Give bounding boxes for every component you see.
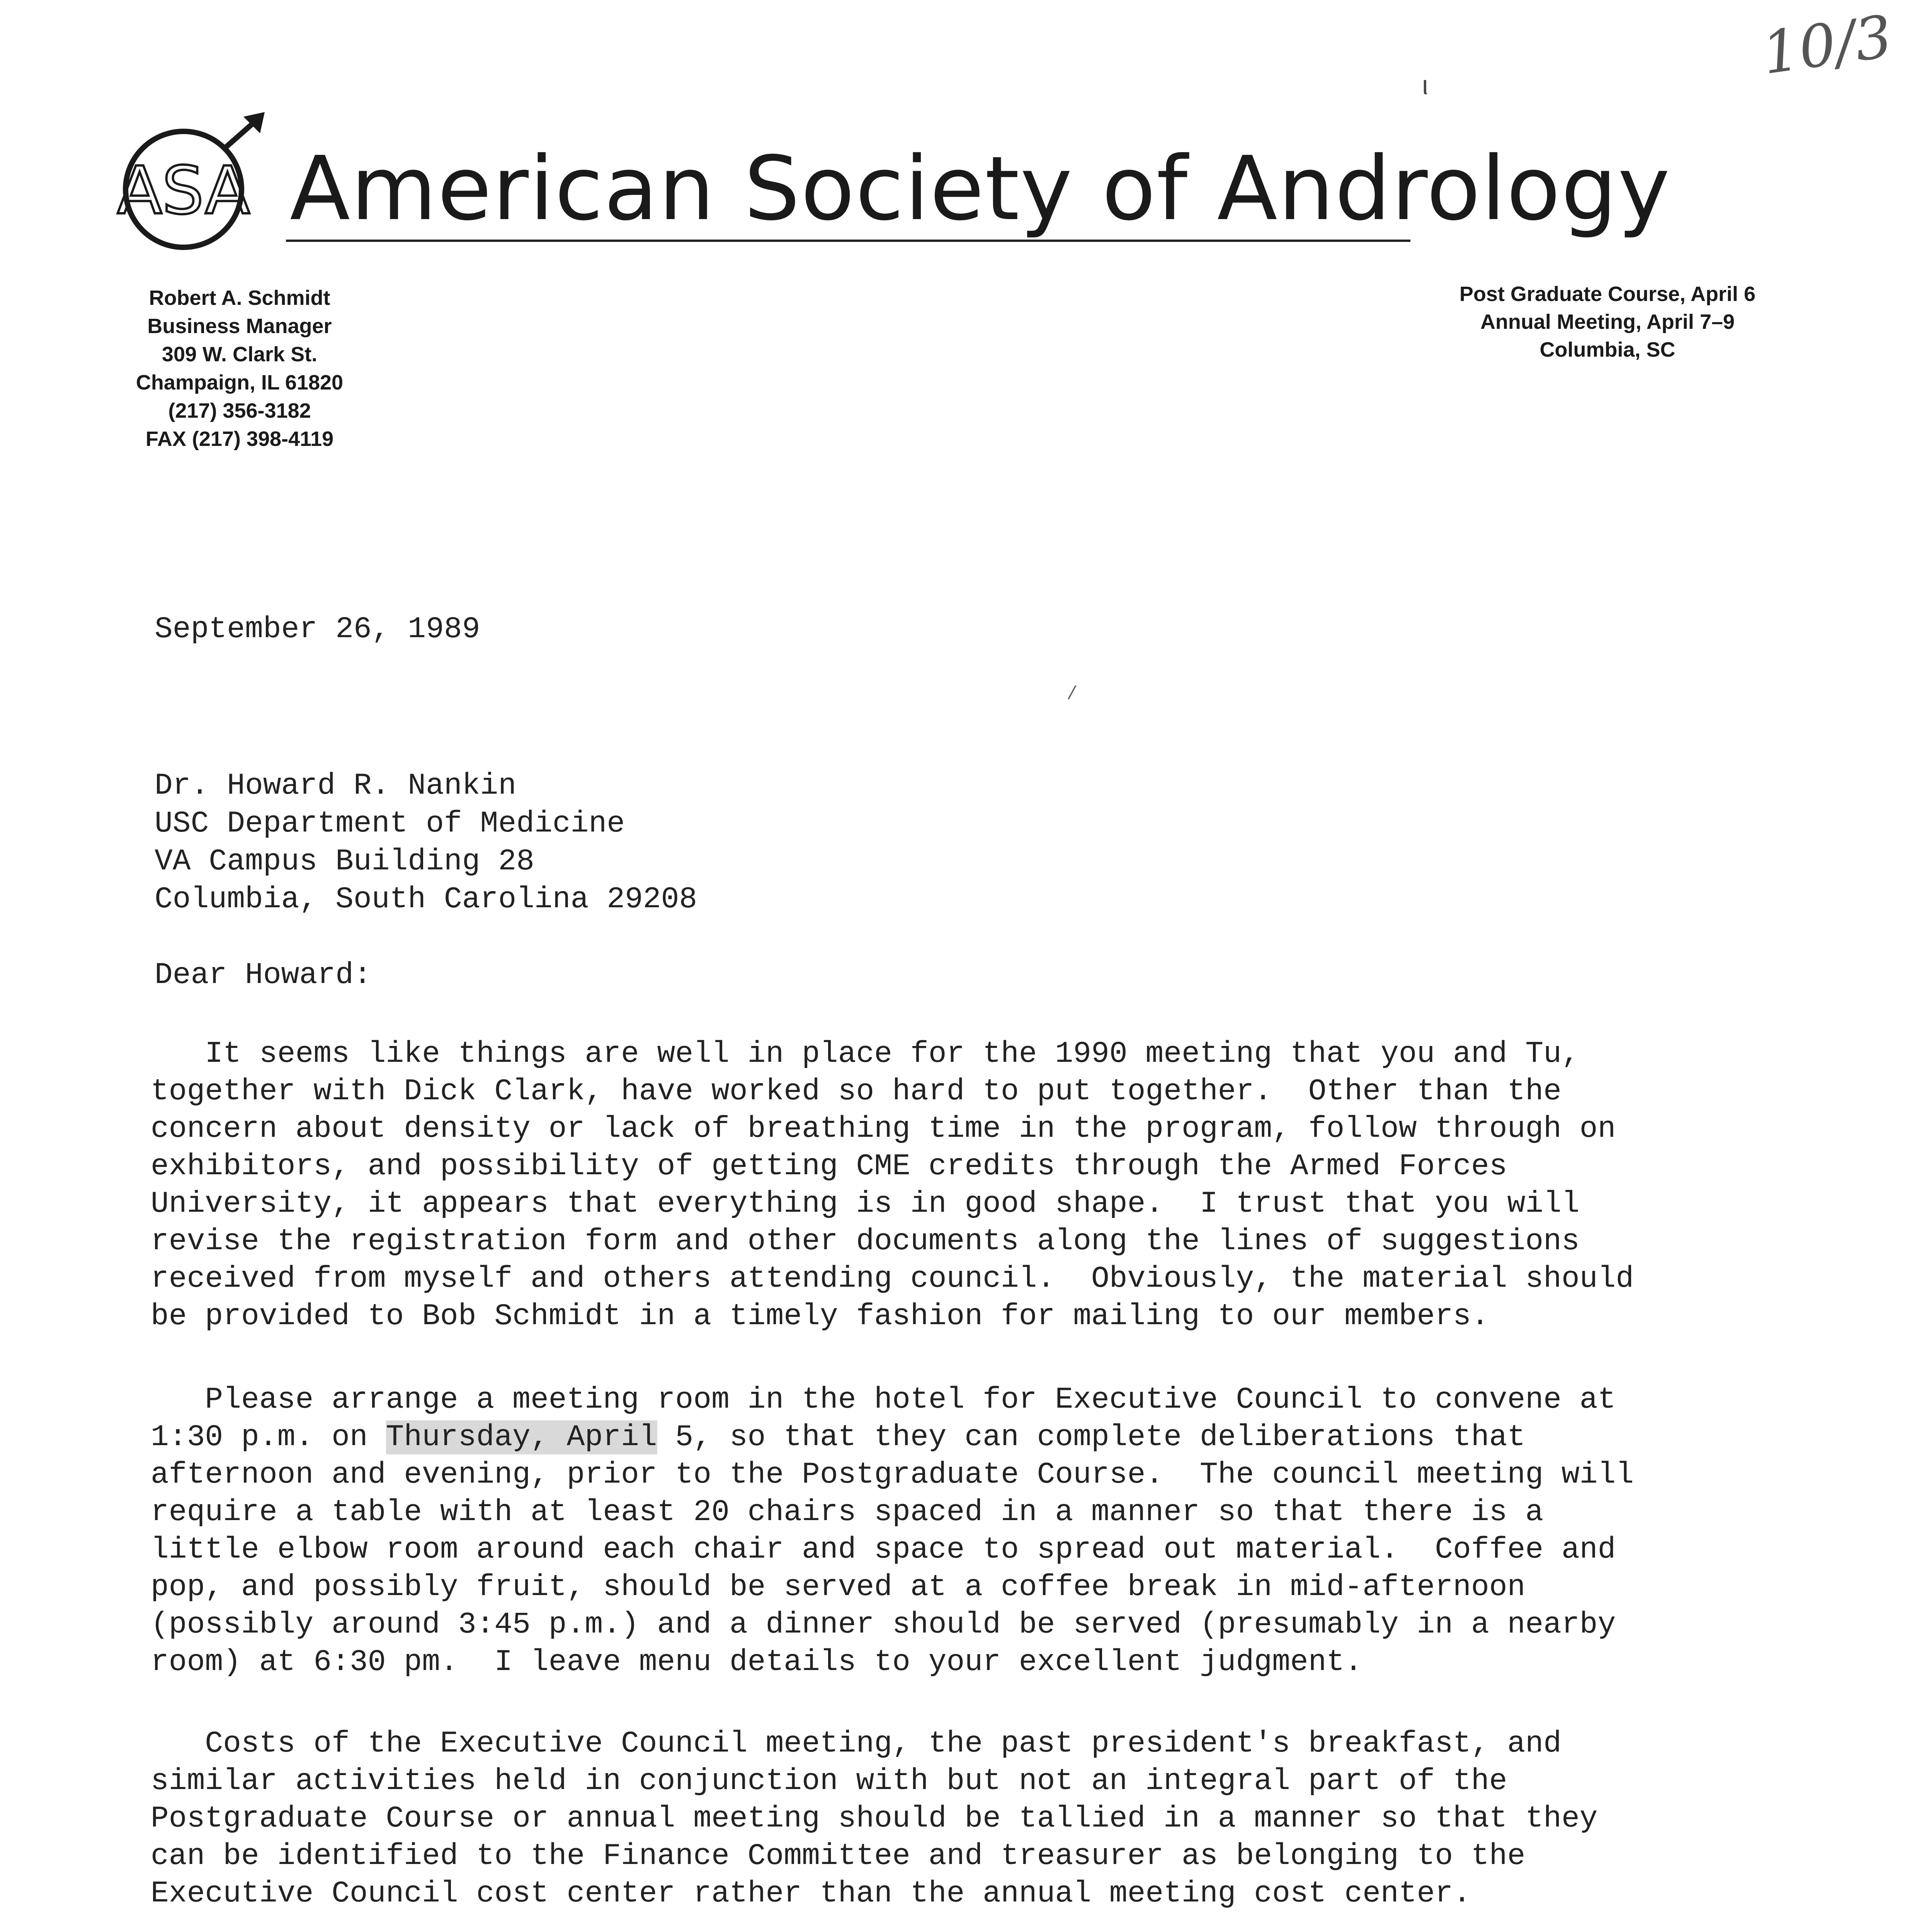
address-line: Columbia, South Carolina 29208 — [155, 883, 697, 917]
text-line: together with Dick Clark, have worked so hard to put together. Other than the — [151, 1075, 1561, 1109]
letter-date: September 26, 1989 — [155, 612, 480, 646]
contact-line: FAX (217) 398-4119 — [145, 427, 334, 451]
text-line: received from myself and others attending council. Obviously, the material should — [151, 1262, 1634, 1296]
text-segment: 5, so that they can complete deliberations that — [657, 1420, 1526, 1454]
organization-name: American Society of Andrology — [290, 137, 1671, 240]
highlighted-date: Thursday, April — [386, 1420, 657, 1454]
business-manager-block — [97, 284, 383, 453]
contact-line: Robert A. Schmidt — [149, 286, 330, 310]
meeting-line: Post Graduate Course, April 6 — [1459, 282, 1756, 306]
recipient-address — [155, 767, 697, 918]
address-line: USC Department of Medicine — [155, 807, 625, 841]
text-line: require a table with at least 20 chairs spaced in a manner so that there is a — [151, 1495, 1544, 1529]
contact-line: 309 W. Clark St. — [162, 343, 318, 366]
asa-logo — [110, 112, 280, 255]
meeting-info-block — [1399, 280, 1816, 364]
text-line: afternoon and evening, prior to the Postgraduate Course. The council meeting will — [151, 1458, 1634, 1492]
text-line: Executive Council cost center rather than the annual meeting cost center. — [151, 1877, 1471, 1911]
text-line: (possibly around 3:45 p.m.) and a dinner should be served (presumably in a nearby — [151, 1608, 1616, 1642]
logo-text: ASA — [117, 153, 250, 229]
address-line: Dr. Howard R. Nankin — [155, 769, 517, 803]
text-line: pop, and possibly fruit, should be served at a coffee break in mid-afternoon — [151, 1570, 1526, 1604]
text-line: room) at 6:30 pm. I leave menu details to your excellent judgment. — [151, 1645, 1363, 1679]
paragraph-3 — [151, 1725, 1774, 1913]
paragraph-1 — [151, 1036, 1774, 1335]
text-line: concern about density or lack of breathing time in the program, follow through on — [151, 1112, 1616, 1146]
meeting-line: Columbia, SC — [1539, 338, 1675, 361]
text-line: Postgraduate Course or annual meeting should be tallied in a manner so that they — [151, 1802, 1598, 1836]
meeting-line: Annual Meeting, April 7–9 — [1480, 310, 1735, 333]
contact-line: (217) 356-3182 — [168, 399, 311, 422]
text-line — [151, 1419, 1774, 1456]
salutation: Dear Howard: — [155, 958, 372, 992]
text-line: Costs of the Executive Council meeting, the past president's breakfast, and — [151, 1727, 1561, 1761]
handwritten-page-number: 10/3 — [1758, 3, 1897, 88]
letterhead-rule — [286, 240, 1410, 242]
contact-line: Business Manager — [147, 315, 332, 338]
text-line: similar activities held in conjunction with but not an integral part of the — [151, 1764, 1507, 1798]
contact-line: Champaign, IL 61820 — [136, 371, 344, 394]
text-line: Please arrange a meeting room in the hotel for Executive Council to convene at — [151, 1383, 1616, 1417]
stray-pen-stroke: / — [1067, 684, 1078, 705]
paragraph-2 — [151, 1381, 1774, 1681]
text-line: University, it appears that everything is in good shape. I trust that you will — [151, 1187, 1580, 1221]
text-line: exhibitors, and possibility of getting CME credits through the Armed Forces — [151, 1150, 1507, 1184]
text-line: revise the registration form and other documents along the lines of suggestions — [151, 1225, 1580, 1259]
text-line: It seems like things are well in place for the 1990 meeting that you and Tu, — [151, 1037, 1580, 1071]
text-line: little elbow room around each chair and space to spread out material. Coffee and — [151, 1533, 1616, 1567]
text-line: be provided to Bob Schmidt in a timely fashion for mailing to our members. — [151, 1299, 1489, 1333]
stray-mark: ι — [1422, 70, 1428, 100]
text-segment: 1:30 p.m. on — [151, 1420, 386, 1454]
text-line: can be identified to the Finance Committee and treasurer as belonging to the — [151, 1839, 1526, 1873]
address-line: VA Campus Building 28 — [155, 845, 534, 879]
